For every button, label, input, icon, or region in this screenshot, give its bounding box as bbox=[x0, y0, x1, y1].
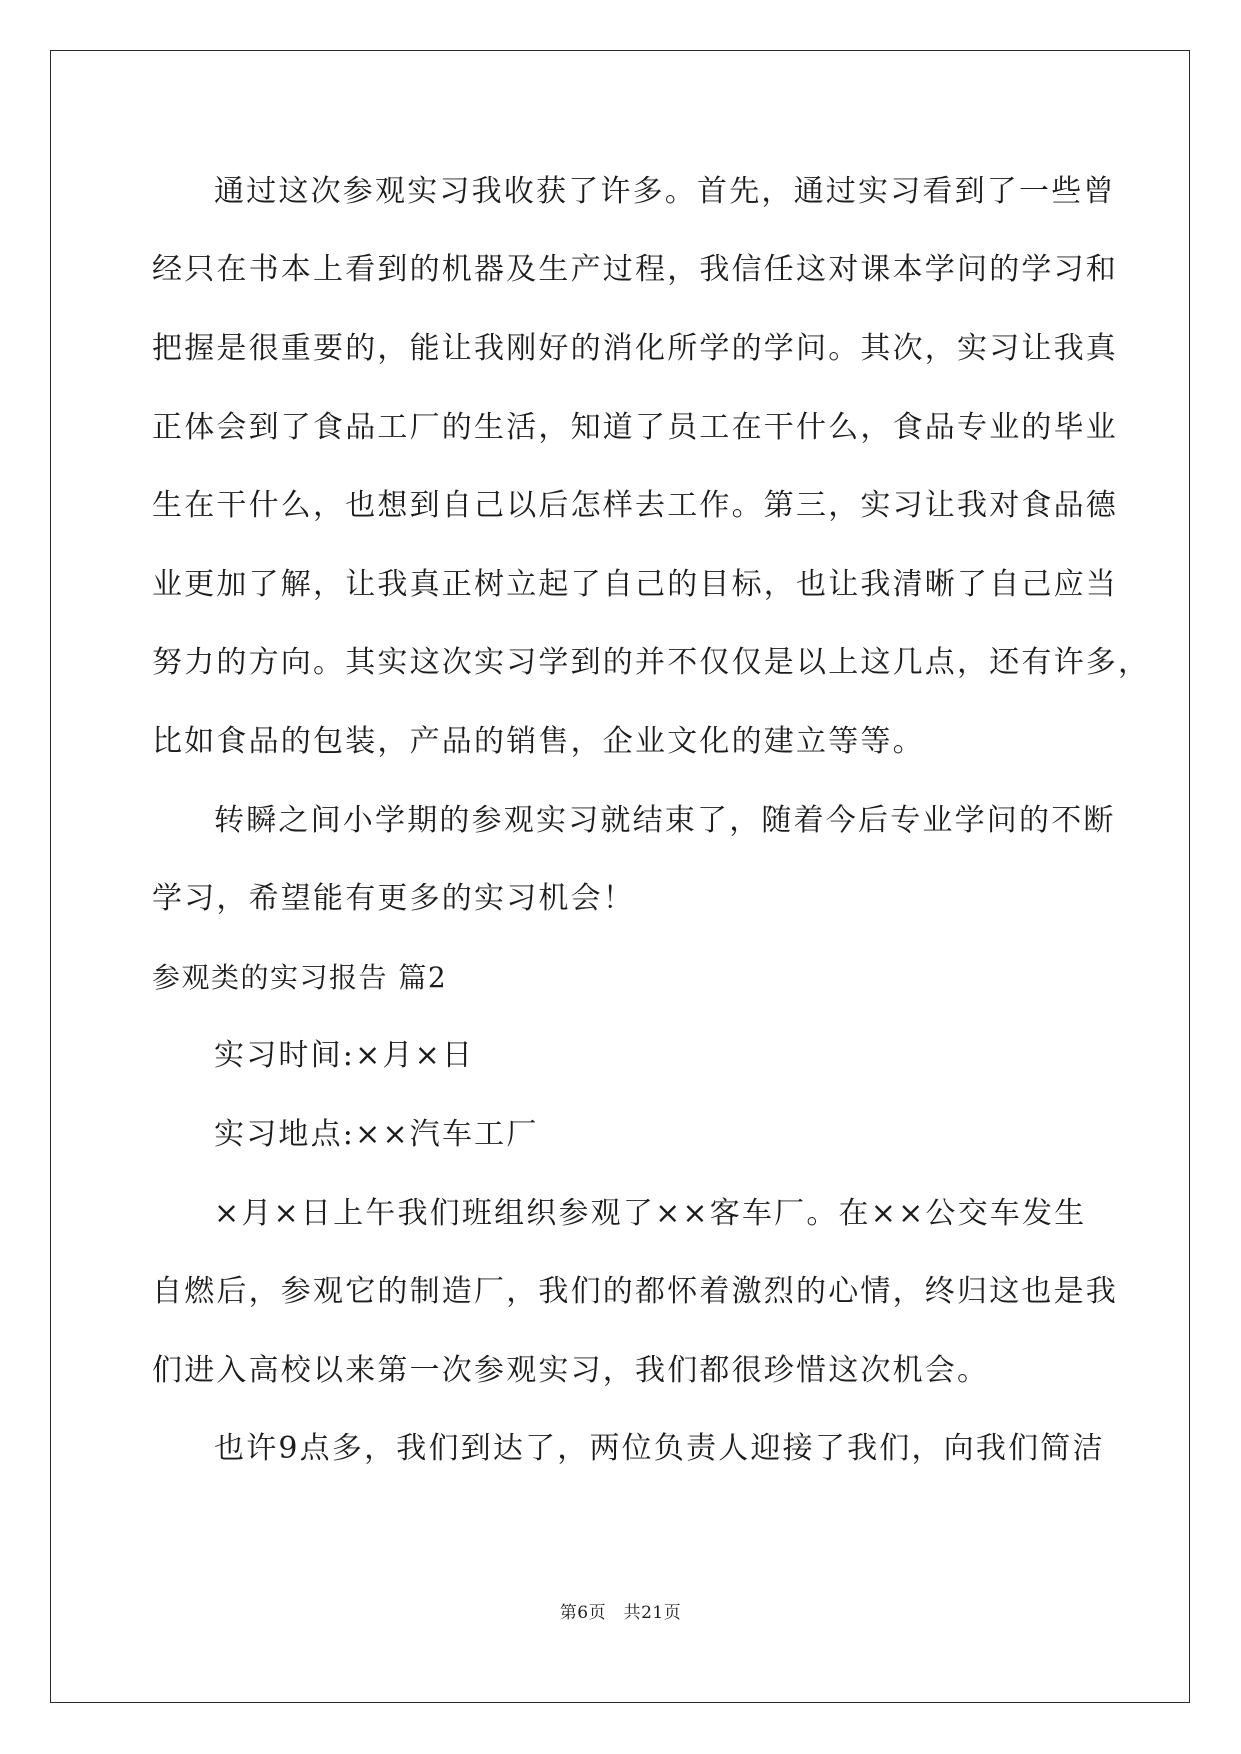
paragraph-line: 们进入高校以来第一次参观实习，我们都很珍惜这次机会。 bbox=[152, 1353, 990, 1388]
paragraph-line: 通过这次参观实习我收获了许多。首先，通过实习看到了一些曾 bbox=[214, 174, 1116, 209]
paragraph-line: 努力的方向。其实这次实习学到的并不仅仅是以上这几点，还有许多， bbox=[152, 645, 1151, 680]
paragraph-line: 正体会到了食品工厂的生活，知道了员工在干什么，食品专业的毕业 bbox=[152, 410, 1118, 445]
paragraph-line: 把握是很重要的，能让我刚好的消化所学的学问。其次，实习让我真 bbox=[152, 331, 1118, 366]
paragraph-line: 实习时间:×月×日 bbox=[214, 1038, 475, 1073]
paragraph-line: ×月×日上午我们班组织参观了××客车厂。在××公交车发生 bbox=[214, 1196, 1087, 1231]
page-number: 第6页 共21页 bbox=[559, 1603, 682, 1623]
paragraph-line: 经只在书本上看到的机器及生产过程，我信任这对课本学问的学习和 bbox=[152, 252, 1118, 287]
paragraph-line: 实习地点:××汽车工厂 bbox=[214, 1117, 539, 1152]
paragraph-line: 生在干什么，也想到自己以后怎样去工作。第三，实习让我对食品德 bbox=[152, 488, 1118, 523]
paragraph-line: 也许9点多，我们到达了，两位负责人迎接了我们，向我们简洁 bbox=[214, 1431, 1105, 1466]
paragraph-line: 学习，希望能有更多的实习机会！ bbox=[152, 881, 635, 916]
paragraph-line: 转瞬之间小学期的参观实习就结束了，随着今后专业学问的不断 bbox=[214, 803, 1116, 838]
paragraph-line: 自燃后，参观它的制造厂，我们的都怀着激烈的心情，终归这也是我 bbox=[152, 1274, 1118, 1309]
paragraph-line: 比如食品的包装，产品的销售，企业文化的建立等等。 bbox=[152, 724, 925, 759]
paragraph-line: 业更加了解，让我真正树立起了自己的目标，也让我清晰了自己应当 bbox=[152, 567, 1118, 602]
section-heading: 参观类的实习报告 篇2 bbox=[152, 961, 448, 994]
